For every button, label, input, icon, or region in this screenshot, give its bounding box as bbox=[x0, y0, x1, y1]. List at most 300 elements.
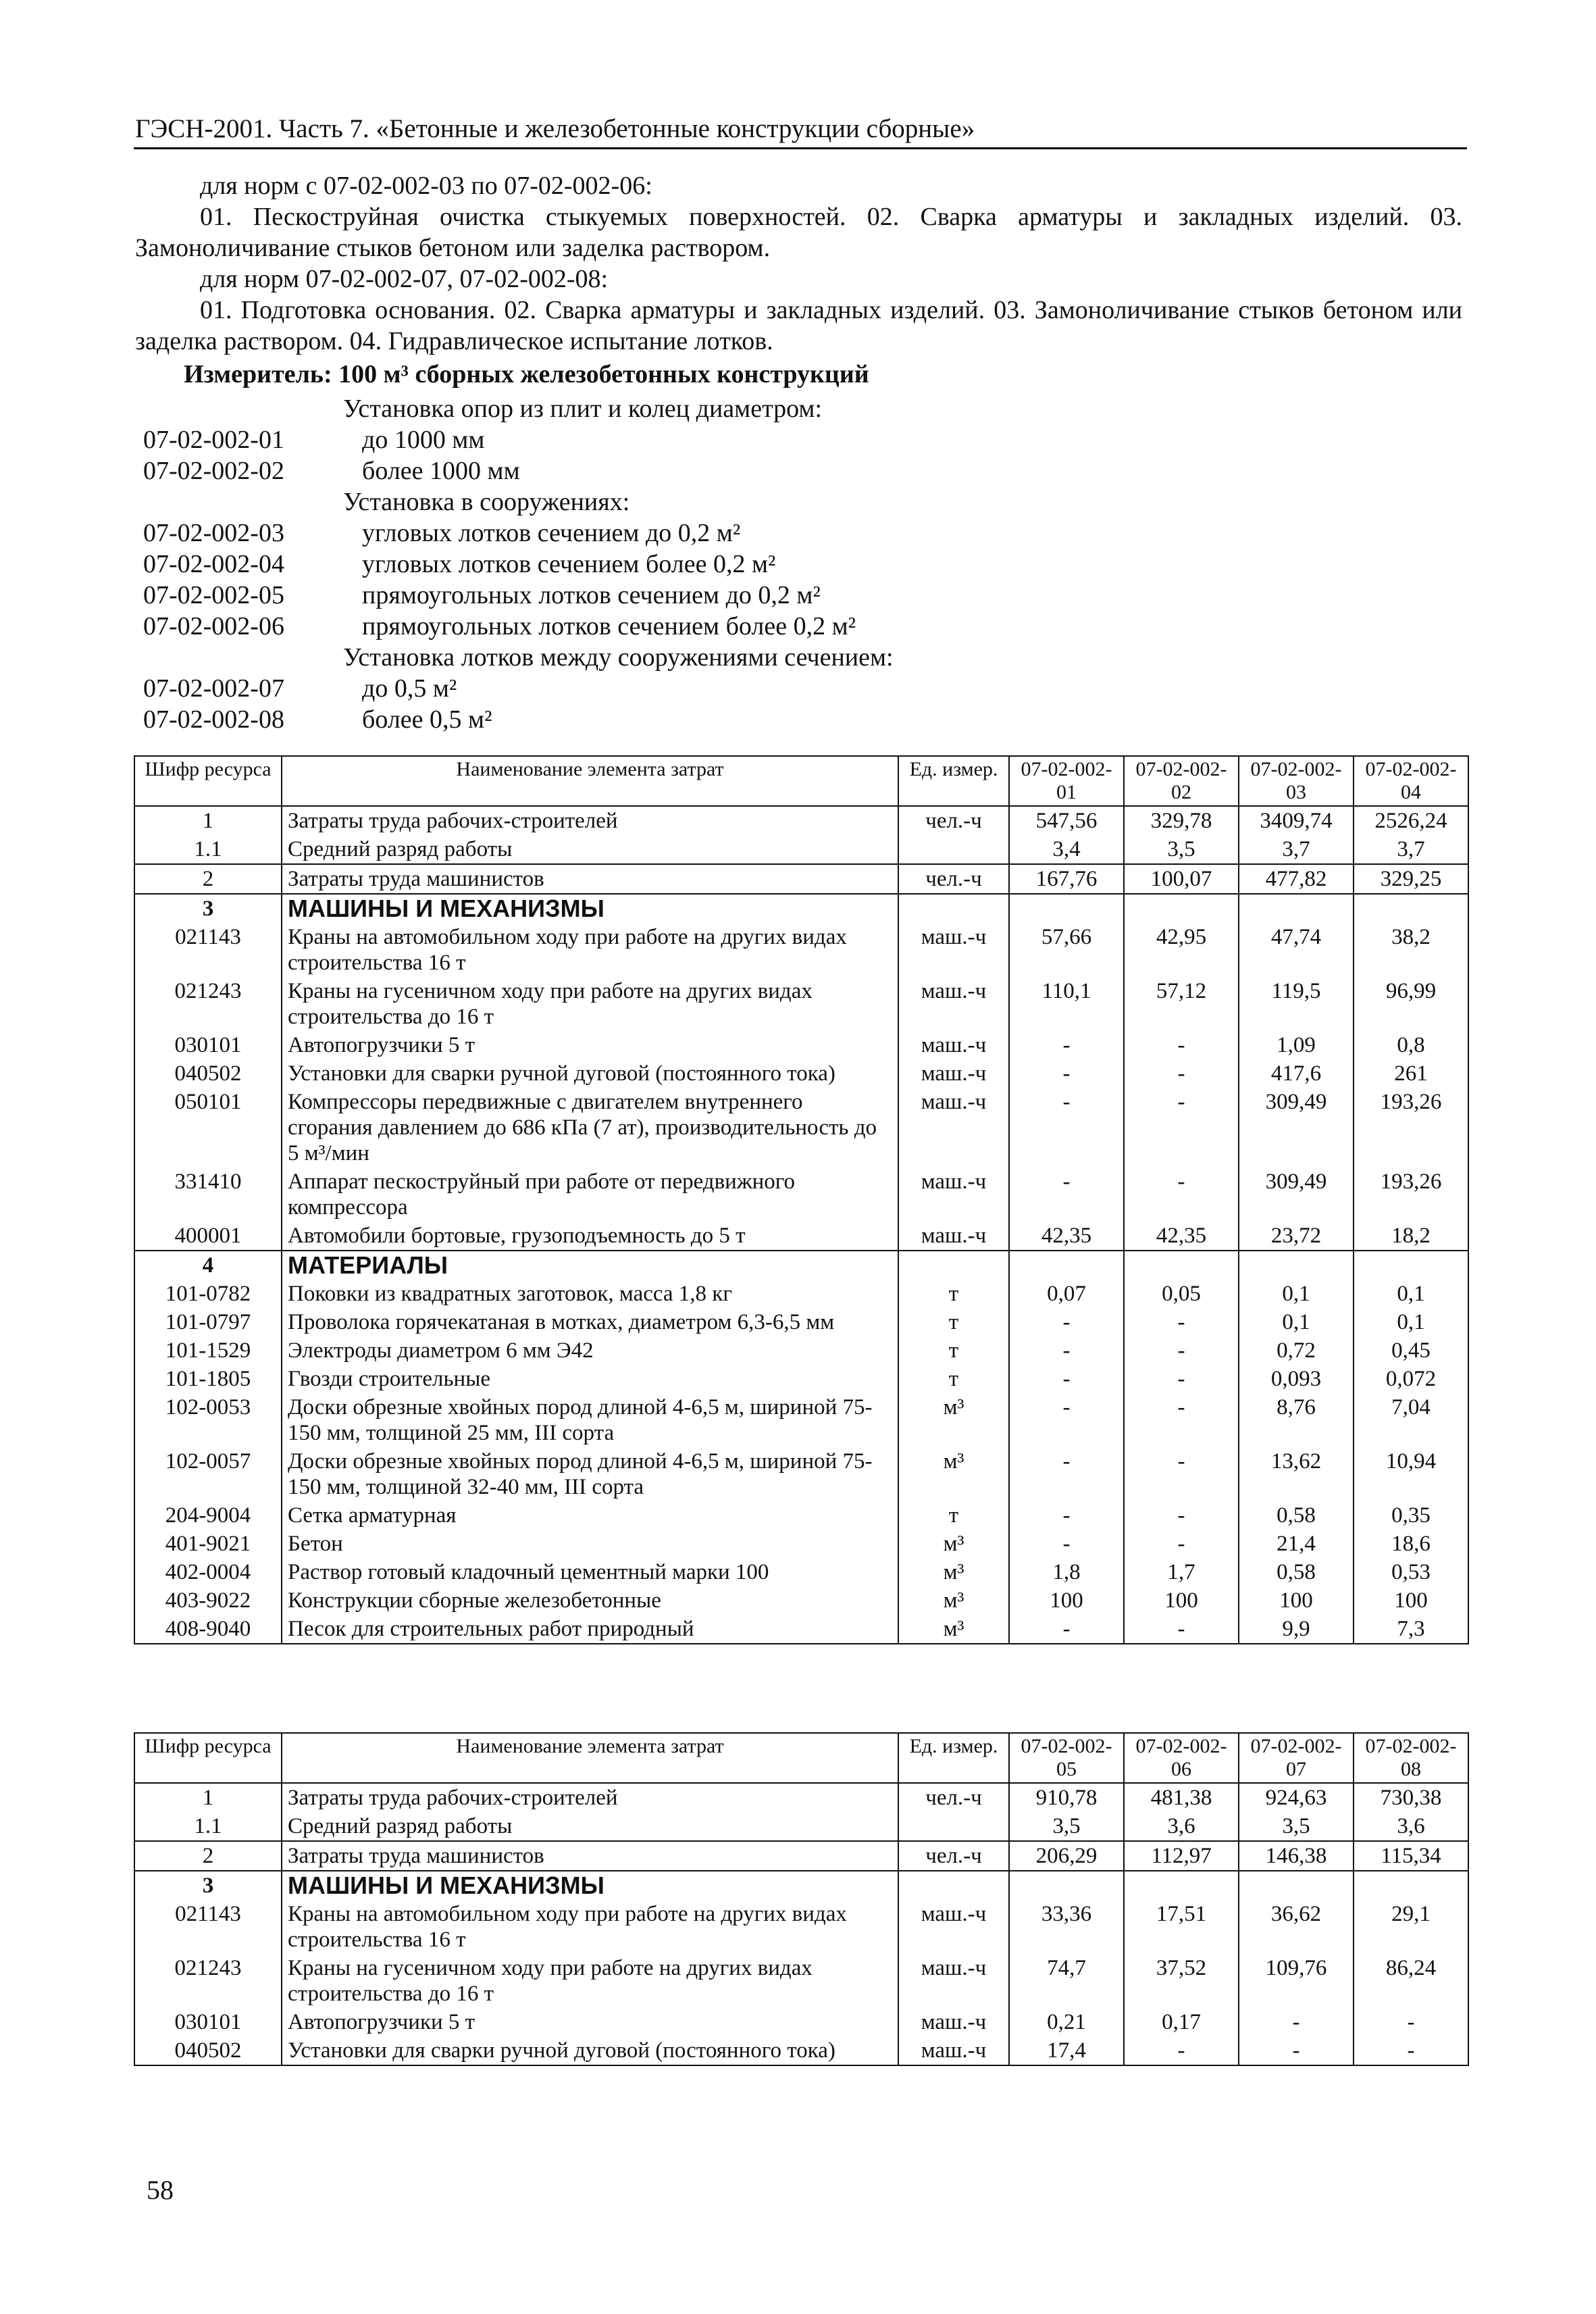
value-cell: 96,99 bbox=[1354, 977, 1468, 1031]
unit-cell: маш.-ч bbox=[898, 1059, 1009, 1088]
value-cell: 100,07 bbox=[1124, 864, 1239, 894]
page-number: 58 bbox=[147, 2175, 174, 2205]
value-cell: - bbox=[1354, 2008, 1468, 2036]
header-norm-code: 07-02-002-04 bbox=[1354, 756, 1468, 806]
resource-code: 401-9021 bbox=[134, 1530, 282, 1558]
value-cell: - bbox=[1009, 1088, 1124, 1167]
value-cell: 112,97 bbox=[1124, 1841, 1239, 1871]
value-cell: 0,8 bbox=[1354, 1031, 1468, 1059]
value-cell: 2526,24 bbox=[1354, 806, 1468, 835]
norm-group-heading-row bbox=[143, 486, 1426, 518]
element-name: Затраты труда машинистов bbox=[282, 1841, 898, 1871]
value-cell: 0,45 bbox=[1354, 1336, 1468, 1365]
value-cell bbox=[1354, 1871, 1468, 1900]
value-cell: 193,26 bbox=[1354, 1167, 1468, 1222]
measure-line: Измеритель: 100 м³ сборных железобетонных конструкций bbox=[184, 360, 869, 388]
value-cell bbox=[1009, 1871, 1124, 1900]
resource-code: 101-0782 bbox=[134, 1280, 282, 1308]
value-cell bbox=[1354, 894, 1468, 923]
resource-code: 4 bbox=[134, 1251, 282, 1280]
value-cell: 0,05 bbox=[1124, 1280, 1239, 1308]
unit-cell: чел.-ч bbox=[898, 1841, 1009, 1871]
value-cell: 481,38 bbox=[1124, 1783, 1239, 1812]
norm-item-row bbox=[143, 673, 1426, 704]
unit-cell: м³ bbox=[898, 1558, 1009, 1586]
value-cell bbox=[1124, 1251, 1239, 1280]
element-name: Краны на гусеничном ходу при работе на других видах строительства до 16 т bbox=[282, 977, 898, 1031]
value-cell: 13,62 bbox=[1239, 1447, 1354, 1501]
value-cell: 0,1 bbox=[1239, 1308, 1354, 1336]
norm-description: угловых лотков сечением более 0,2 м² bbox=[362, 550, 776, 578]
table-row bbox=[134, 977, 1468, 1031]
resource-code: 030101 bbox=[134, 2008, 282, 2036]
value-cell: 0,1 bbox=[1354, 1308, 1468, 1336]
value-cell: 17,4 bbox=[1009, 2036, 1124, 2065]
resource-code: 101-1529 bbox=[134, 1336, 282, 1365]
element-name: Аппарат пескоструйный при работе от передвижного компрессора bbox=[282, 1167, 898, 1222]
value-cell: 38,2 bbox=[1354, 923, 1468, 977]
unit-cell: маш.-ч bbox=[898, 977, 1009, 1031]
value-cell: - bbox=[1124, 1167, 1239, 1222]
unit-cell: чел.-ч bbox=[898, 1783, 1009, 1812]
unit-cell bbox=[898, 1251, 1009, 1280]
section-title: МАШИНЫ И МЕХАНИЗМЫ bbox=[282, 1871, 898, 1900]
value-cell bbox=[1124, 894, 1239, 923]
value-cell: 417,6 bbox=[1239, 1059, 1354, 1088]
element-name: Краны на автомобильном ходу при работе на других видах строительства 16 т bbox=[282, 923, 898, 977]
value-cell: - bbox=[1009, 1308, 1124, 1336]
resource-code: 403-9022 bbox=[134, 1586, 282, 1615]
section-title: МАТЕРИАЛЫ bbox=[282, 1251, 898, 1280]
value-cell: 42,35 bbox=[1124, 1222, 1239, 1251]
value-cell bbox=[1239, 894, 1354, 923]
value-cell: 146,38 bbox=[1239, 1841, 1354, 1871]
element-name: Краны на гусеничном ходу при работе на других видах строительства до 16 т bbox=[282, 1954, 898, 2008]
unit-cell: маш.-ч bbox=[898, 1954, 1009, 2008]
header-norm-code: 07-02-002-02 bbox=[1124, 756, 1239, 806]
table-row bbox=[134, 1222, 1468, 1251]
value-cell: 0,072 bbox=[1354, 1365, 1468, 1393]
norm-group-heading-row bbox=[143, 393, 1426, 424]
value-cell: - bbox=[1124, 1308, 1239, 1336]
resource-code: 408-9040 bbox=[134, 1615, 282, 1644]
table-row bbox=[134, 1900, 1468, 1954]
value-cell: - bbox=[1124, 1615, 1239, 1644]
value-cell: - bbox=[1009, 1031, 1124, 1059]
value-cell: 7,04 bbox=[1354, 1393, 1468, 1447]
value-cell: 329,25 bbox=[1354, 864, 1468, 894]
intro-paragraph: для норм с 07-02-002-03 по 07-02-002-06: bbox=[200, 172, 652, 200]
value-cell: 329,78 bbox=[1124, 806, 1239, 835]
unit-cell bbox=[898, 835, 1009, 864]
value-cell: 110,1 bbox=[1009, 977, 1124, 1031]
element-name: Раствор готовый кладочный цементный марки 100 bbox=[282, 1558, 898, 1586]
value-cell: 0,21 bbox=[1009, 2008, 1124, 2036]
value-cell: 57,66 bbox=[1009, 923, 1124, 977]
resource-code: 3 bbox=[134, 894, 282, 923]
resource-code: 101-1805 bbox=[134, 1365, 282, 1393]
norm-code: 07-02-002-03 bbox=[143, 519, 284, 547]
value-cell: - bbox=[1124, 1365, 1239, 1393]
table-row bbox=[134, 1586, 1468, 1615]
resource-code: 040502 bbox=[134, 1059, 282, 1088]
value-cell bbox=[1239, 1251, 1354, 1280]
value-cell: 309,49 bbox=[1239, 1167, 1354, 1222]
value-cell: - bbox=[1009, 1501, 1124, 1530]
resource-code: 021143 bbox=[134, 1900, 282, 1954]
norm-group-heading: Установка лотков между сооружениями сечением: bbox=[343, 643, 894, 672]
table-section-row bbox=[134, 1871, 1468, 1900]
resource-code: 402-0004 bbox=[134, 1558, 282, 1586]
value-cell: 23,72 bbox=[1239, 1222, 1354, 1251]
value-cell: 3,7 bbox=[1239, 835, 1354, 864]
value-cell: 18,6 bbox=[1354, 1530, 1468, 1558]
norm-code: 07-02-002-02 bbox=[143, 457, 284, 485]
value-cell: - bbox=[1239, 2036, 1354, 2065]
value-cell: - bbox=[1009, 1365, 1124, 1393]
table-header-row bbox=[134, 756, 1468, 806]
running-title: ГЭСН-2001. Часть 7. «Бетонные и железобетонные конструкции сборные» bbox=[135, 114, 975, 143]
element-name: Затраты труда рабочих-строителей bbox=[282, 806, 898, 835]
norm-item-row bbox=[143, 518, 1426, 549]
value-cell: 0,58 bbox=[1239, 1501, 1354, 1530]
header-element-name: Наименование элемента затрат bbox=[282, 756, 898, 806]
table-row bbox=[134, 1530, 1468, 1558]
unit-cell: маш.-ч bbox=[898, 1900, 1009, 1954]
element-name: Поковки из квадратных заготовок, масса 1,8 кг bbox=[282, 1280, 898, 1308]
header-rule bbox=[134, 147, 1467, 149]
resource-code: 1.1 bbox=[134, 835, 282, 864]
norm-description: до 0,5 м² bbox=[362, 674, 457, 703]
unit-cell: маш.-ч bbox=[898, 1167, 1009, 1222]
norm-group-heading: Установка в сооружениях: bbox=[343, 488, 630, 516]
resource-code: 021143 bbox=[134, 923, 282, 977]
resource-code: 101-0797 bbox=[134, 1308, 282, 1336]
element-name: Компрессоры передвижные с двигателем внутреннего сгорания давлением до 686 кПа (7 ат), производительность до 5 м³/мин bbox=[282, 1088, 898, 1167]
value-cell: 1,09 bbox=[1239, 1031, 1354, 1059]
unit-cell bbox=[898, 894, 1009, 923]
norm-item-row bbox=[143, 424, 1426, 455]
unit-cell: т bbox=[898, 1308, 1009, 1336]
unit-cell: т bbox=[898, 1365, 1009, 1393]
value-cell: 167,76 bbox=[1009, 864, 1124, 894]
header-element-name: Наименование элемента затрат bbox=[282, 1733, 898, 1783]
resource-code: 3 bbox=[134, 1871, 282, 1900]
header-norm-code: 07-02-002-07 bbox=[1239, 1733, 1354, 1783]
resource-code: 102-0057 bbox=[134, 1447, 282, 1501]
element-name: Гвозди строительные bbox=[282, 1365, 898, 1393]
value-cell: 109,76 bbox=[1239, 1954, 1354, 2008]
value-cell: 9,9 bbox=[1239, 1615, 1354, 1644]
unit-cell: т bbox=[898, 1501, 1009, 1530]
value-cell: 193,26 bbox=[1354, 1088, 1468, 1167]
table-section-row bbox=[134, 894, 1468, 923]
value-cell: 309,49 bbox=[1239, 1088, 1354, 1167]
value-cell: - bbox=[1124, 1088, 1239, 1167]
value-cell: - bbox=[1239, 2008, 1354, 2036]
header-norm-code: 07-02-002-03 bbox=[1239, 756, 1354, 806]
resource-code: 050101 bbox=[134, 1088, 282, 1167]
intro-paragraph: 01. Подготовка основания. 02. Сварка арматуры и закладных изделий. 03. Замоноличивание стыков бетоном или заделка раствором. 04. Гидравлическое испытание лотков. bbox=[135, 296, 1462, 355]
norm-list bbox=[143, 393, 1426, 735]
unit-cell: чел.-ч bbox=[898, 806, 1009, 835]
value-cell: 10,94 bbox=[1354, 1447, 1468, 1501]
value-cell: 3,6 bbox=[1124, 1812, 1239, 1841]
value-cell: 3,4 bbox=[1009, 835, 1124, 864]
element-name: Затраты труда машинистов bbox=[282, 864, 898, 894]
value-cell: 3,5 bbox=[1009, 1812, 1124, 1841]
value-cell: 730,38 bbox=[1354, 1783, 1468, 1812]
element-name: Электроды диаметром 6 мм Э42 bbox=[282, 1336, 898, 1365]
value-cell: - bbox=[1009, 1167, 1124, 1222]
unit-cell bbox=[898, 1871, 1009, 1900]
element-name: Затраты труда рабочих-строителей bbox=[282, 1783, 898, 1812]
value-cell: 261 bbox=[1354, 1059, 1468, 1088]
value-cell: 33,36 bbox=[1009, 1900, 1124, 1954]
value-cell: - bbox=[1354, 2036, 1468, 2065]
table-row bbox=[134, 1447, 1468, 1501]
resource-table-2 bbox=[134, 1732, 1469, 2066]
unit-cell: маш.-ч bbox=[898, 1031, 1009, 1059]
element-name: Песок для строительных работ природный bbox=[282, 1615, 898, 1644]
value-cell: 37,52 bbox=[1124, 1954, 1239, 2008]
value-cell: 100 bbox=[1124, 1586, 1239, 1615]
value-cell: 0,093 bbox=[1239, 1365, 1354, 1393]
header-resource-code: Шифр ресурса bbox=[134, 1733, 282, 1783]
value-cell: 0,72 bbox=[1239, 1336, 1354, 1365]
value-cell: 1,8 bbox=[1009, 1558, 1124, 1586]
value-cell: 0,07 bbox=[1009, 1280, 1124, 1308]
unit-cell: м³ bbox=[898, 1586, 1009, 1615]
value-cell: 0,1 bbox=[1354, 1280, 1468, 1308]
table-row bbox=[134, 1393, 1468, 1447]
table-section-row bbox=[134, 1251, 1468, 1280]
norm-item-row bbox=[143, 580, 1426, 611]
element-name: Установки для сварки ручной дуговой (постоянного тока) bbox=[282, 1059, 898, 1088]
value-cell: - bbox=[1124, 1501, 1239, 1530]
unit-cell: т bbox=[898, 1336, 1009, 1365]
value-cell: 100 bbox=[1354, 1586, 1468, 1615]
value-cell: 100 bbox=[1009, 1586, 1124, 1615]
unit-cell: чел.-ч bbox=[898, 864, 1009, 894]
value-cell: 0,17 bbox=[1124, 2008, 1239, 2036]
element-name: Сетка арматурная bbox=[282, 1501, 898, 1530]
table-row bbox=[134, 1059, 1468, 1088]
value-cell: 0,35 bbox=[1354, 1501, 1468, 1530]
value-cell: 3,5 bbox=[1239, 1812, 1354, 1841]
value-cell: 0,58 bbox=[1239, 1558, 1354, 1586]
value-cell: 42,35 bbox=[1009, 1222, 1124, 1251]
norm-description: прямоугольных лотков сечением более 0,2 м² bbox=[362, 612, 856, 640]
header-norm-code: 07-02-002-06 bbox=[1124, 1733, 1239, 1783]
header-norm-code: 07-02-002-05 bbox=[1009, 1733, 1124, 1783]
norm-item-row bbox=[143, 704, 1426, 735]
table-row bbox=[134, 1558, 1468, 1586]
resource-table-1 bbox=[134, 755, 1469, 1644]
header-norm-code: 07-02-002-01 bbox=[1009, 756, 1124, 806]
resource-code: 021243 bbox=[134, 1954, 282, 2008]
element-name: Доски обрезные хвойных пород длиной 4-6,5 м, шириной 75-150 мм, толщиной 25 мм, III сорта bbox=[282, 1393, 898, 1447]
unit-cell bbox=[898, 1812, 1009, 1841]
value-cell: 36,62 bbox=[1239, 1900, 1354, 1954]
resource-code: 040502 bbox=[134, 2036, 282, 2065]
value-cell: - bbox=[1009, 1059, 1124, 1088]
resource-code: 204-9004 bbox=[134, 1501, 282, 1530]
value-cell: - bbox=[1124, 2036, 1239, 2065]
value-cell bbox=[1354, 1251, 1468, 1280]
value-cell: 1,7 bbox=[1124, 1558, 1239, 1586]
unit-cell: м³ bbox=[898, 1530, 1009, 1558]
value-cell: 100 bbox=[1239, 1586, 1354, 1615]
element-name: Доски обрезные хвойных пород длиной 4-6,5 м, шириной 75-150 мм, толщиной 32-40 мм, III сорта bbox=[282, 1447, 898, 1501]
norm-item-row bbox=[143, 549, 1426, 580]
table-row bbox=[134, 1167, 1468, 1222]
header-unit: Ед. измер. bbox=[898, 1733, 1009, 1783]
norm-description: до 1000 мм bbox=[362, 426, 485, 454]
value-cell: - bbox=[1009, 1393, 1124, 1447]
resource-code: 030101 bbox=[134, 1031, 282, 1059]
value-cell: - bbox=[1009, 1447, 1124, 1501]
value-cell: 47,74 bbox=[1239, 923, 1354, 977]
unit-cell: м³ bbox=[898, 1615, 1009, 1644]
table-row bbox=[134, 1365, 1468, 1393]
element-name: Бетон bbox=[282, 1530, 898, 1558]
resource-code: 021243 bbox=[134, 977, 282, 1031]
resource-code: 1 bbox=[134, 1783, 282, 1812]
value-cell: 57,12 bbox=[1124, 977, 1239, 1031]
value-cell: 910,78 bbox=[1009, 1783, 1124, 1812]
value-cell: 18,2 bbox=[1354, 1222, 1468, 1251]
table-row bbox=[134, 1783, 1468, 1812]
table-row bbox=[134, 1280, 1468, 1308]
value-cell: 119,5 bbox=[1239, 977, 1354, 1031]
table-row bbox=[134, 1308, 1468, 1336]
element-name: Конструкции сборные железобетонные bbox=[282, 1586, 898, 1615]
table-row bbox=[134, 1088, 1468, 1167]
table-row bbox=[134, 835, 1468, 864]
unit-cell: т bbox=[898, 1280, 1009, 1308]
norm-item-row bbox=[143, 611, 1426, 642]
unit-cell: маш.-ч bbox=[898, 1222, 1009, 1251]
element-name: Средний разряд работы bbox=[282, 1812, 898, 1841]
header-norm-code: 07-02-002-08 bbox=[1354, 1733, 1468, 1783]
section-title: МАШИНЫ И МЕХАНИЗМЫ bbox=[282, 894, 898, 923]
resource-code: 2 bbox=[134, 864, 282, 894]
value-cell: 0,1 bbox=[1239, 1280, 1354, 1308]
table-row bbox=[134, 2036, 1468, 2065]
value-cell: - bbox=[1124, 1530, 1239, 1558]
table-row bbox=[134, 806, 1468, 835]
value-cell: - bbox=[1124, 1031, 1239, 1059]
norm-group-heading-row bbox=[143, 642, 1426, 673]
value-cell: 29,1 bbox=[1354, 1900, 1468, 1954]
norm-code: 07-02-002-04 bbox=[143, 550, 284, 578]
unit-cell: маш.-ч bbox=[898, 923, 1009, 977]
table-row bbox=[134, 1841, 1468, 1871]
element-name: Автопогрузчики 5 т bbox=[282, 1031, 898, 1059]
value-cell: - bbox=[1009, 1336, 1124, 1365]
unit-cell: маш.-ч bbox=[898, 2008, 1009, 2036]
value-cell: 3,6 bbox=[1354, 1812, 1468, 1841]
table-row bbox=[134, 1954, 1468, 2008]
value-cell: 86,24 bbox=[1354, 1954, 1468, 2008]
table-row bbox=[134, 864, 1468, 894]
value-cell: 74,7 bbox=[1009, 1954, 1124, 2008]
intro-text bbox=[135, 170, 1462, 357]
table-row bbox=[134, 2008, 1468, 2036]
value-cell: 547,56 bbox=[1009, 806, 1124, 835]
header-unit: Ед. измер. bbox=[898, 756, 1009, 806]
value-cell: 3,5 bbox=[1124, 835, 1239, 864]
value-cell: 0,53 bbox=[1354, 1558, 1468, 1586]
unit-cell: маш.-ч bbox=[898, 1088, 1009, 1167]
element-name: Краны на автомобильном ходу при работе на других видах строительства 16 т bbox=[282, 1900, 898, 1954]
value-cell: 21,4 bbox=[1239, 1530, 1354, 1558]
value-cell: 115,34 bbox=[1354, 1841, 1468, 1871]
norm-description: прямоугольных лотков сечением до 0,2 м² bbox=[362, 581, 821, 609]
value-cell bbox=[1009, 1251, 1124, 1280]
norm-description: угловых лотков сечением до 0,2 м² bbox=[362, 519, 741, 547]
value-cell: 42,95 bbox=[1124, 923, 1239, 977]
norm-code: 07-02-002-06 bbox=[143, 612, 284, 640]
element-name: Проволока горячекатаная в мотках, диаметром 6,3-6,5 мм bbox=[282, 1308, 898, 1336]
element-name: Автомобили бортовые, грузоподъемность до 5 т bbox=[282, 1222, 898, 1251]
value-cell: 477,82 bbox=[1239, 864, 1354, 894]
table-row bbox=[134, 1031, 1468, 1059]
value-cell bbox=[1239, 1871, 1354, 1900]
norm-description: более 1000 мм bbox=[362, 457, 520, 485]
value-cell: 17,51 bbox=[1124, 1900, 1239, 1954]
value-cell: - bbox=[1009, 1615, 1124, 1644]
norm-description: более 0,5 м² bbox=[362, 705, 492, 734]
norm-code: 07-02-002-01 bbox=[143, 426, 284, 454]
value-cell: 7,3 bbox=[1354, 1615, 1468, 1644]
element-name: Автопогрузчики 5 т bbox=[282, 2008, 898, 2036]
value-cell bbox=[1009, 894, 1124, 923]
value-cell: 206,29 bbox=[1009, 1841, 1124, 1871]
norm-item-row bbox=[143, 455, 1426, 486]
table-row bbox=[134, 1812, 1468, 1841]
header-resource-code: Шифр ресурса bbox=[134, 756, 282, 806]
resource-code: 102-0053 bbox=[134, 1393, 282, 1447]
table-header-row bbox=[134, 1733, 1468, 1783]
value-cell: - bbox=[1009, 1530, 1124, 1558]
value-cell bbox=[1124, 1871, 1239, 1900]
norm-group-heading: Установка опор из плит и колец диаметром: bbox=[343, 395, 823, 423]
table-row bbox=[134, 923, 1468, 977]
resource-code: 1.1 bbox=[134, 1812, 282, 1841]
value-cell: 8,76 bbox=[1239, 1393, 1354, 1447]
table-row bbox=[134, 1336, 1468, 1365]
element-name: Установки для сварки ручной дуговой (постоянного тока) bbox=[282, 2036, 898, 2065]
value-cell: 3,7 bbox=[1354, 835, 1468, 864]
value-cell: - bbox=[1124, 1059, 1239, 1088]
resource-code: 1 bbox=[134, 806, 282, 835]
resource-code: 331410 bbox=[134, 1167, 282, 1222]
unit-cell: м³ bbox=[898, 1447, 1009, 1501]
unit-cell: маш.-ч bbox=[898, 2036, 1009, 2065]
resource-code: 2 bbox=[134, 1841, 282, 1871]
value-cell: - bbox=[1124, 1336, 1239, 1365]
table-row bbox=[134, 1615, 1468, 1644]
table-row bbox=[134, 1501, 1468, 1530]
value-cell: - bbox=[1124, 1393, 1239, 1447]
resource-code: 400001 bbox=[134, 1222, 282, 1251]
value-cell: - bbox=[1124, 1447, 1239, 1501]
value-cell: 924,63 bbox=[1239, 1783, 1354, 1812]
value-cell: 3409,74 bbox=[1239, 806, 1354, 835]
norm-code: 07-02-002-07 bbox=[143, 674, 284, 703]
